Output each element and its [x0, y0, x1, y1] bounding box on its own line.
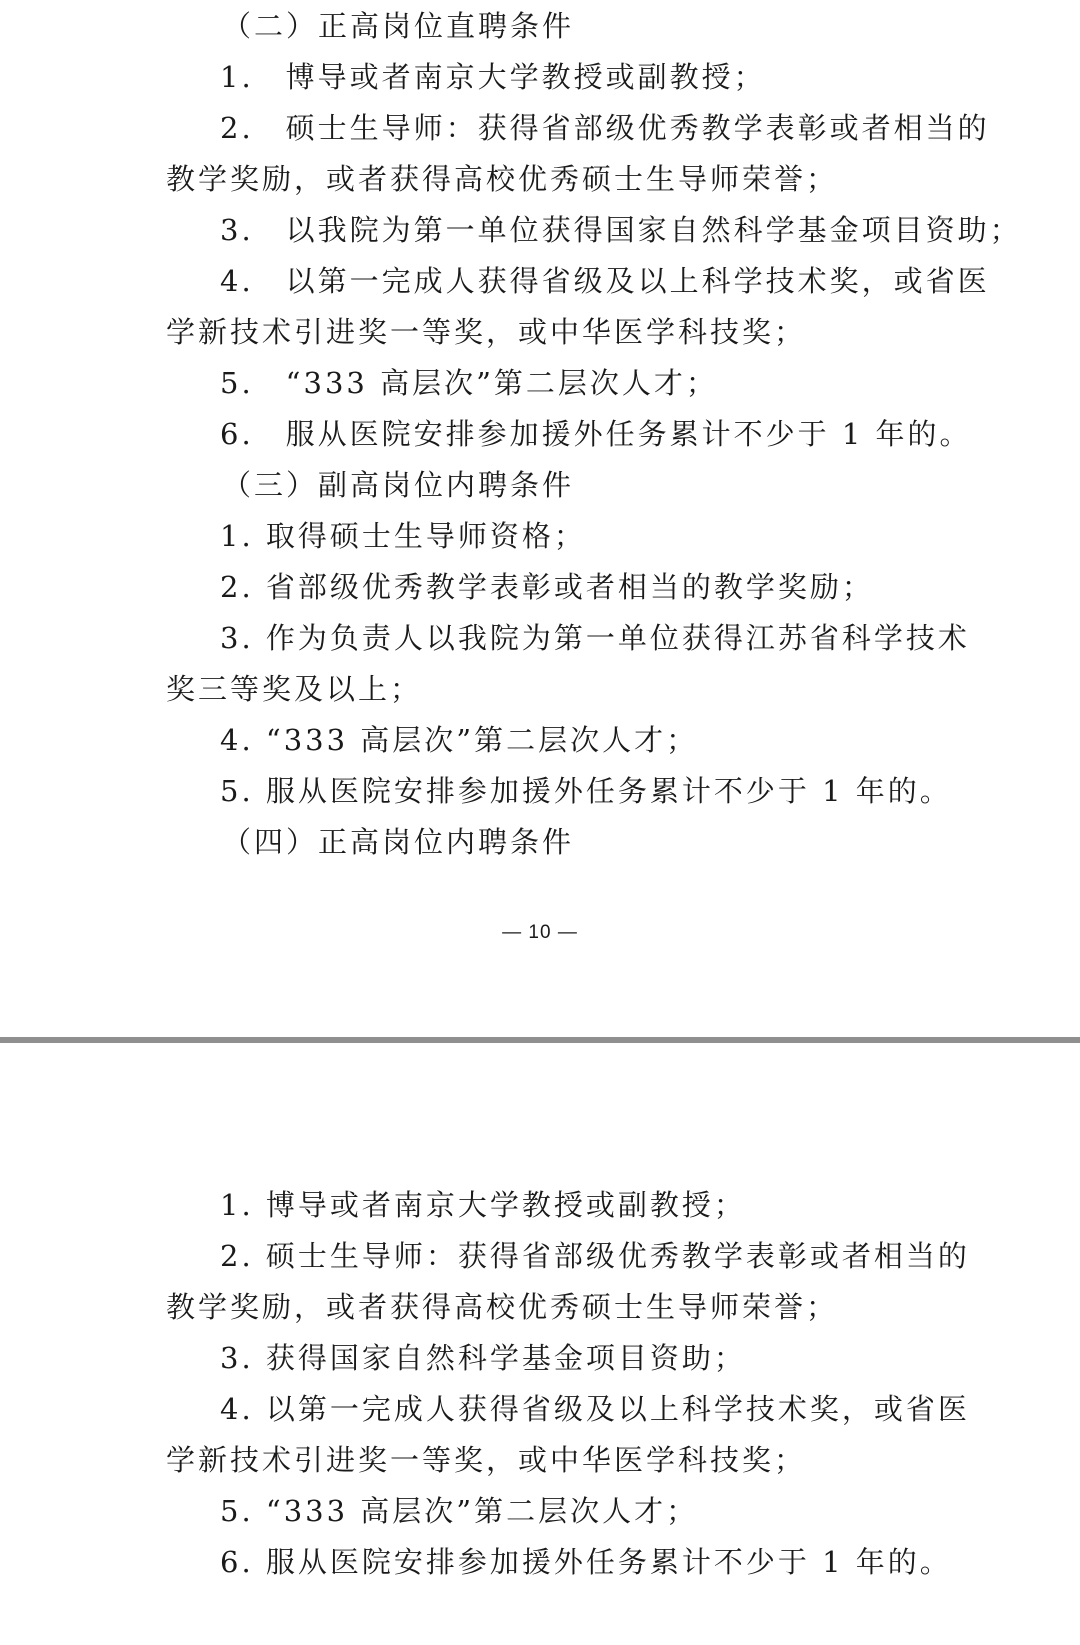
page-number: — 10 —: [502, 922, 578, 943]
list-item: 6. 服从医院安排参加援外任务累计不少于 1 年的。: [220, 417, 972, 451]
list-item: 3. 以我院为第一单位获得国家自然科学基金项目资助；: [220, 213, 1022, 247]
list-item-continuation: 奖三等奖及以上；: [166, 672, 423, 706]
list-item: 3. 作为负责人以我院为第一单位获得江苏省科学技术: [220, 621, 970, 655]
list-item: 5. 服从医院安排参加援外任务累计不少于 1 年的。: [220, 774, 952, 808]
list-item: 4. “333 高层次”第二层次人才；: [220, 723, 699, 757]
list-item: 2. 硕士生导师：获得省部级优秀教学表彰或者相当的: [220, 111, 990, 145]
section-heading: （三）副高岗位内聘条件: [222, 468, 575, 502]
list-item: 1. 博导或者南京大学教授或副教授；: [220, 60, 766, 94]
list-item: 1. 取得硕士生导师资格；: [220, 519, 586, 553]
section-heading: （四）正高岗位内聘条件: [222, 825, 575, 859]
list-item-continuation: 学新技术引进奖一等奖，或中华医学科技奖；: [166, 1443, 807, 1477]
page-separator: [0, 1037, 1080, 1043]
list-item-continuation: 学新技术引进奖一等奖，或中华医学科技奖；: [166, 315, 807, 349]
list-item: 2. 硕士生导师：获得省部级优秀教学表彰或者相当的: [220, 1239, 970, 1273]
list-item: 5. “333 高层次”第二层次人才；: [220, 366, 718, 400]
list-item: 2. 省部级优秀教学表彰或者相当的教学奖励；: [220, 570, 874, 604]
list-item: 3. 获得国家自然科学基金项目资助；: [220, 1341, 746, 1375]
list-item: 1. 博导或者南京大学教授或副教授；: [220, 1188, 746, 1222]
list-item: 4. 以第一完成人获得省级及以上科学技术奖，或省医: [220, 1392, 970, 1426]
list-item: 6. 服从医院安排参加援外任务累计不少于 1 年的。: [220, 1545, 952, 1579]
list-item: 4. 以第一完成人获得省级及以上科学技术奖，或省医: [220, 264, 990, 298]
section-heading: （二）正高岗位直聘条件: [222, 9, 575, 43]
list-item-continuation: 教学奖励，或者获得高校优秀硕士生导师荣誉；: [166, 1290, 839, 1324]
list-item: 5. “333 高层次”第二层次人才；: [220, 1494, 699, 1528]
list-item-continuation: 教学奖励，或者获得高校优秀硕士生导师荣誉；: [166, 162, 839, 196]
